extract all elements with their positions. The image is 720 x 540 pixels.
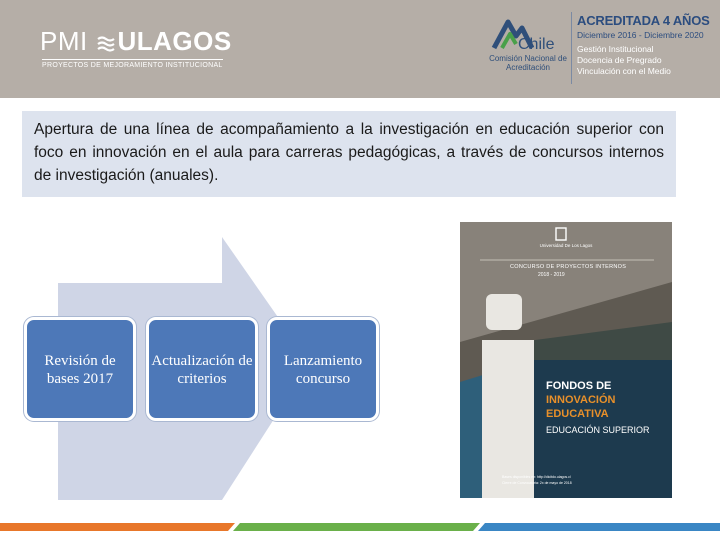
step-label: Revisión de bases 2017 — [44, 353, 116, 387]
poster-university: Universidad De Los Lagos — [539, 243, 593, 248]
poster-title-1: FONDOS DE — [546, 380, 612, 392]
poster-title-2: INNOVACIÓN — [546, 394, 616, 406]
logo-subtitle: PROYECTOS DE MEJORAMIENTO INSTITUCIONAL — [42, 59, 223, 69]
accreditation-area: Gestión Institucional — [577, 44, 654, 54]
poster-title-3: EDUCATIVA — [546, 408, 609, 420]
cna-subtitle: Comisión Nacional de Acreditación — [489, 54, 567, 72]
contest-poster — [460, 222, 672, 498]
bottom-color-bar — [0, 521, 720, 531]
accreditation-dates: Diciembre 2016 - Diciembre 2020 — [577, 30, 704, 40]
accreditation-area: Docencia de Pregrado — [577, 55, 662, 65]
step-label: Actualización de criterios — [151, 353, 253, 387]
step-launch-contest — [267, 317, 379, 421]
cna-brand-text: Chile — [518, 36, 555, 53]
poster-footer-1: Bases disponibles en: http://dicitdo.ulagos.cl — [502, 475, 571, 479]
step-update-criteria — [146, 317, 258, 421]
description-text: Apertura de una línea de acompañamiento a la investigación en educación superior con foco en innovación en el aula para carreras pedagógicas, a través de concursos internos de investigación (anuales). — [34, 121, 664, 184]
step-review-bases — [24, 317, 136, 421]
poster-title-4: EDUCACIÓN SUPERIOR — [546, 425, 650, 435]
logo-ulagos-text: ULAGOS — [117, 26, 232, 56]
step-label: Lanzamiento concurso — [283, 353, 363, 387]
poster-footer-2: Cierre de Convocatoria: 2x de mayo de 2018 — [502, 481, 572, 485]
accreditation-title: ACREDITADA 4 AÑOS — [577, 13, 710, 28]
poster-header: CONCURSO DE PROYECTOS INTERNOS — [510, 264, 627, 270]
logo-pmi-text: PMI — [40, 26, 88, 56]
accreditation-area: Vinculación con el Medio — [577, 66, 671, 76]
poster-years: 2018 - 2019 — [538, 272, 565, 278]
